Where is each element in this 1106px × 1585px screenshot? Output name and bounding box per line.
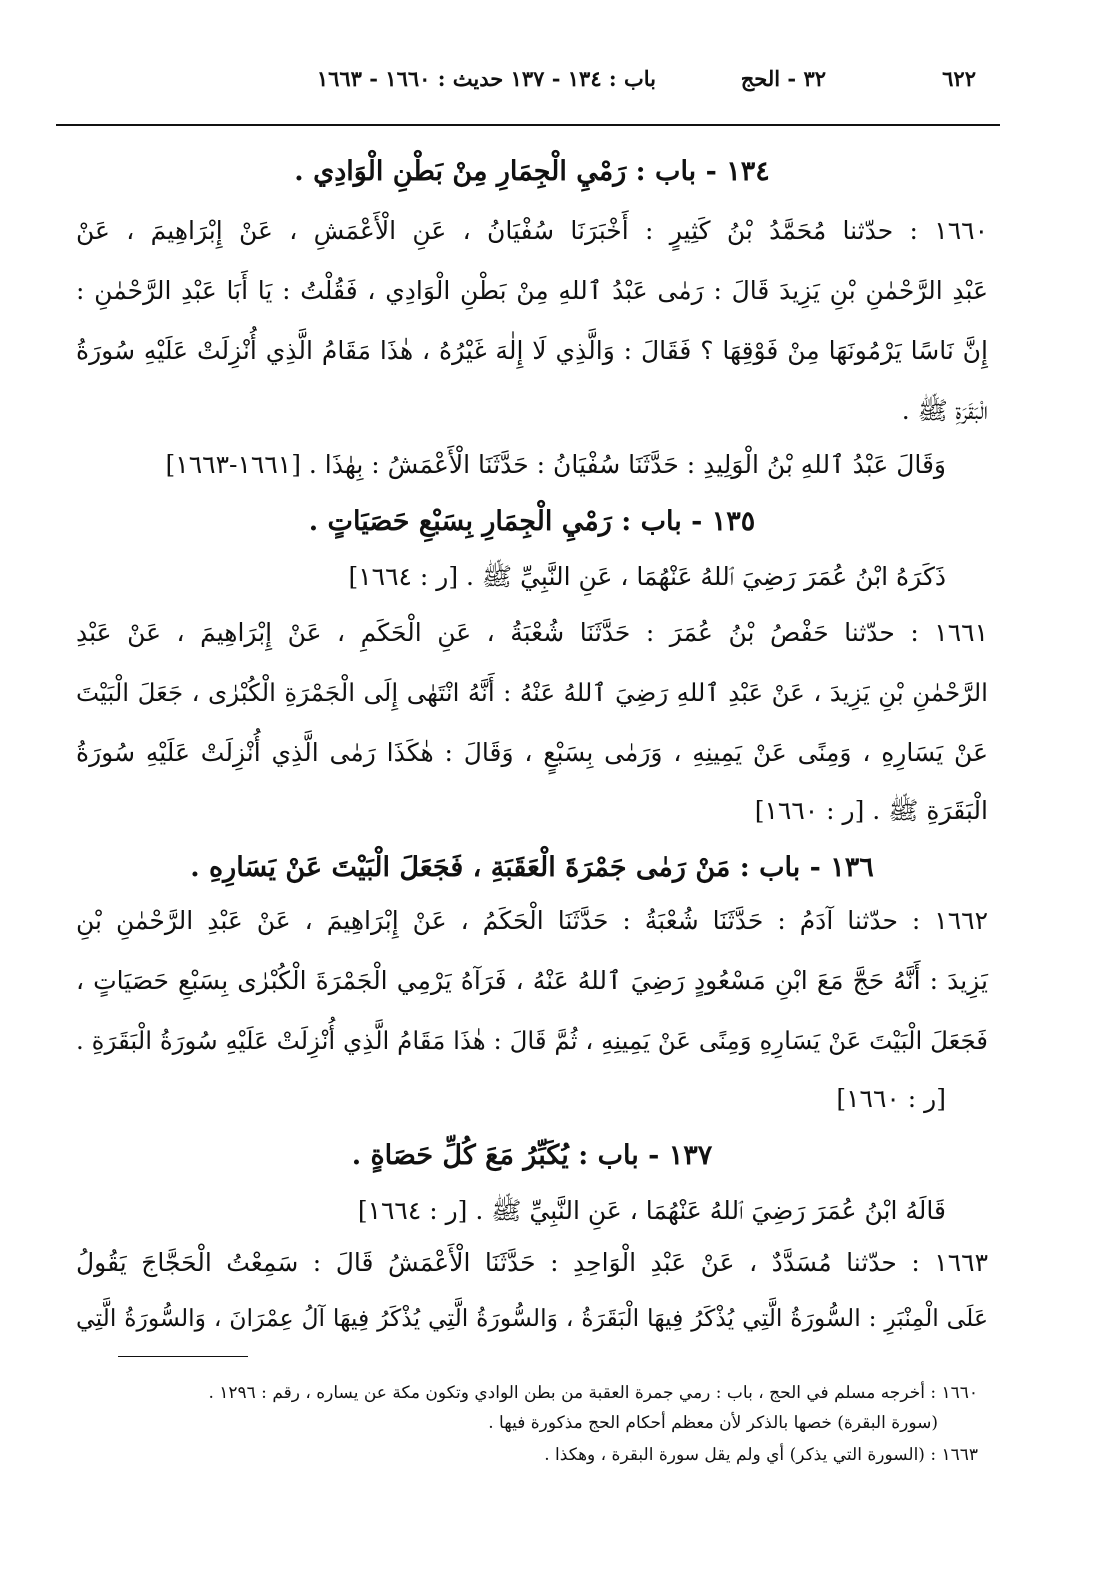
running-header: [200, 66, 976, 100]
hadith-1662-line-3: فَجَعَلَ الْبَيْتَ عَنْ يَسَارِهِ وَمِنًى عَنْ يَمِينِهِ ، ثُمَّ قَالَ : هٰذَا مَقَامُ الَّذِي أُنْزِلَتْ عَلَيْهِ سُورَةُ الْبَقَرَةِ .: [76, 1026, 988, 1055]
footnote-1660: ١٦٦٠ : أخرجه مسلم في الحج ، باب : رمي جمرة العقبة من بطن الوادي وتكون مكة عن يساره ، رقم : ١٢٩٦ .: [208, 1383, 978, 1403]
footnote-1663: ١٦٦٣ : (السورة التي يذكر) أي ولم يقل سورة البقرة ، وهكذا .: [544, 1445, 978, 1465]
chapter-heading-135: ١٣٥ - باب : رَمْيِ الْجِمَارِ بِسَبْعِ حَصَيَاتٍ .: [308, 506, 756, 537]
footnote-1660-continued: (سورة البقرة) خصها بالذكر لأن معظم أحكام الحج مذكورة فيها .: [488, 1413, 938, 1433]
hadith-1661-line-3: عَنْ يَسَارِهِ ، وَمِنًى عَنْ يَمِينِهِ ، وَرَمٰى بِسَبْعٍ ، وَقَالَ : هٰكَذَا رَمٰى الَّذِي أُنْزِلَتْ عَلَيْهِ سُورَةُ: [76, 738, 988, 767]
hadith-1662-reference: [ر : ١٦٦٠]: [836, 1084, 946, 1113]
hadith-1661-line-1: ١٦٦١ : حدّثنا حَفْصُ بْنُ عُمَرَ : حَدَّثَنَا شُعْبَةُ ، عَنِ الْحَكَمِ ، عَنْ إِبْرَاهِيمَ ، عَنْ عَبْدِ: [76, 618, 988, 647]
chapter-heading-137: ١٣٧ - باب : يُكَبِّرُ مَعَ كُلِّ حَصَاةٍ .: [351, 1140, 713, 1171]
hadith-1660-line-4: الْبَقَرَةِ ﷺ .: [901, 396, 988, 425]
hadith-1660-line-1: ١٦٦٠ : حدّثنا مُحَمَّدُ بْنُ كَثِيرٍ : أَخْبَرَنَا سُفْيَانُ ، عَنِ الْأَعْمَشِ ، عَنْ إِبْرَاهِيمَ ، عَنْ: [76, 216, 988, 245]
hadith-1662-line-1: ١٦٦٢ : حدّثنا آدَمُ : حَدَّثَنَا شُعْبَةُ : حَدَّثَنَا الْحَكَمُ ، عَنْ إِبْرَاهِيمَ ، عَنْ عَبْدِ الرَّحْمٰنِ بْنِ: [76, 906, 988, 935]
chapter-heading-136: ١٣٦ - باب : مَنْ رَمٰى جَمْرَةَ الْعَقَبَةِ ، فَجَعَلَ الْبَيْتَ عَنْ يَسَارِهِ .: [190, 852, 874, 883]
hadith-1663-line-1: ١٦٦٣ : حدّثنا مُسَدَّدٌ ، عَنْ عَبْدِ الْوَاحِدِ : حَدَّثَنَا الْأَعْمَشُ قَالَ : سَمِعْتُ الْحَجَّاجَ يَقُولُ: [76, 1248, 988, 1277]
hadith-1660-line-3: إِنَّ نَاسًا يَرْمُونَهَا مِنْ فَوْقِهَا ؟ فَقَالَ : وَالَّذِي لَا إِلٰهَ غَيْرُهُ ، هٰذَا مَقَامُ الَّذِي أُنْزِلَتْ عَلَيْهِ سُورَةُ: [76, 336, 988, 365]
footnote-rule: [118, 1356, 248, 1357]
chapter-135-reference: ذَكَرَهُ ابْنُ عُمَرَ رَضِيَ ٱللهُ عَنْهُمَا ، عَنِ النَّبِيِّ ﷺ . [ر : ١٦٦٤]: [348, 562, 946, 591]
header-rule: [56, 124, 1000, 126]
chapter-heading-134: ١٣٤ - باب : رَمْيِ الْجِمَارِ مِنْ بَطْنِ الْوَادِي .: [294, 156, 770, 187]
book-title: ٣٢ - الحج: [740, 66, 826, 91]
hadith-1661-line-4: الْبَقَرَةِ ﷺ . [ر : ١٦٦٠]: [754, 796, 988, 825]
chapter-137-reference: قَالَهُ ابْنُ عُمَرَ رَضِيَ ٱللهُ عَنْهُمَا ، عَنِ النَّبِيِّ ﷺ . [ر : ١٦٦٤]: [357, 1196, 946, 1225]
hadith-1662-line-2: يَزِيدَ : أَنَّهُ حَجَّ مَعَ ابْنِ مَسْعُودٍ رَضِيَ ٱللهُ عَنْهُ ، فَرَآهُ يَرْمِي الْجَمْرَةَ الْكُبْرٰى بِسَبْعِ حَصَيَاتٍ ،: [76, 966, 988, 995]
hadith-1660-line-2: عَبْدِ الرَّحْمٰنِ بْنِ يَزِيدَ قَالَ : رَمٰى عَبْدُ ٱللهِ مِنْ بَطْنِ الْوَادِي ، فَقُلْتُ : يَا أَبَا عَبْدِ الرَّحْمٰنِ :: [76, 276, 988, 305]
hadith-1661-line-2: الرَّحْمٰنِ بْنِ يَزِيدَ ، عَنْ عَبْدِ ٱللهِ رَضِيَ ٱللهُ عَنْهُ : أَنَّهُ انْتَهٰى إِلَى الْجَمْرَةِ الْكُبْرٰى ، جَعَلَ الْبَيْتَ: [76, 678, 988, 707]
hadith-1663-line-2: عَلَى الْمِنْبَرِ : السُّورَةُ الَّتِي يُذْكَرُ فِيهَا الْبَقَرَةُ ، وَالسُّورَةُ الَّتِي يُذْكَرُ فِيهَا آلُ عِمْرَانَ ، وَالسُّورَةُ الَّتِي: [76, 1304, 988, 1332]
page-number: ٦٢٢: [942, 66, 976, 91]
chapter-hadith-range: باب : ١٣٤ - ١٣٧ حديث : ١٦٦٠ - ١٦٦٣: [316, 66, 656, 91]
hadith-1660-note: وَقَالَ عَبْدُ ٱللهِ بْنُ الْوَلِيدِ : حَدَّثَنَا سُفْيَانُ : حَدَّثَنَا الْأَعْمَشُ : بِهٰذَا . [١٦٦١-١٦٦٣]: [165, 450, 946, 479]
